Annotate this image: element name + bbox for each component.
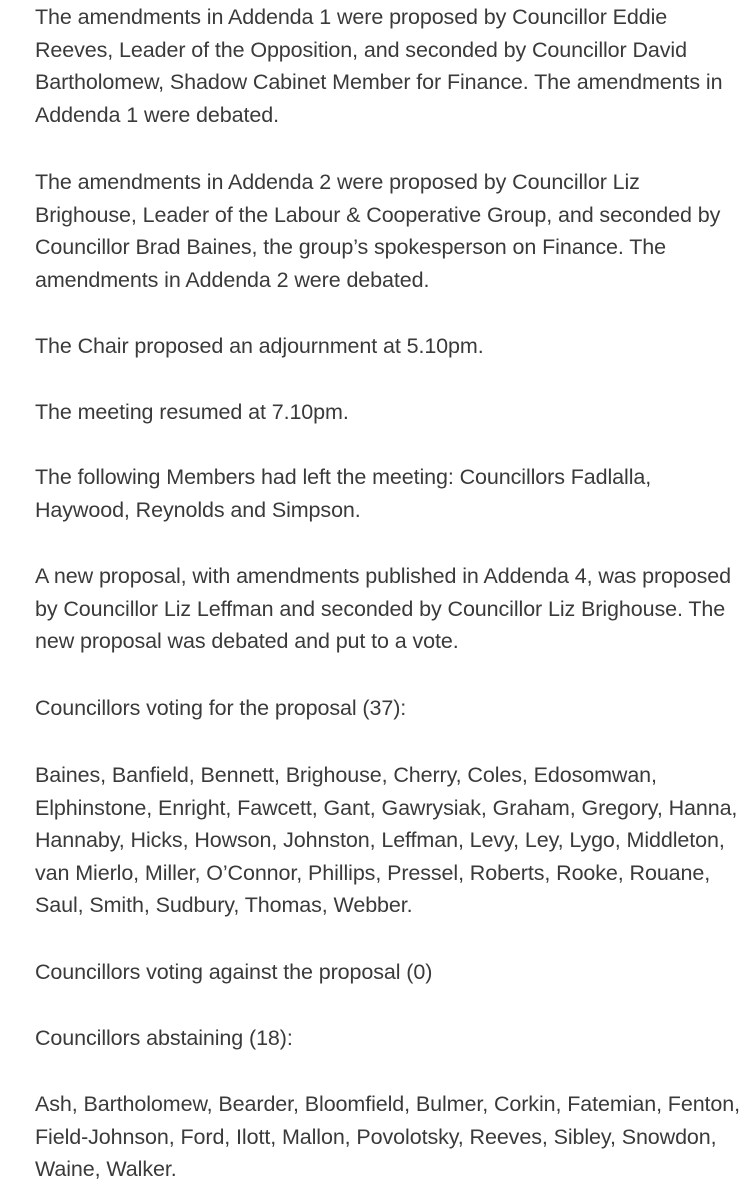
list-abstaining: Ash, Bartholomew, Bearder, Bloomfield, Bulmer, Corkin, Fatemian, Fenton, Field-Johnson, Ford, Ilott, Mallon, Povolotsky, Reeves, Sibley, Snowdon, Waine, Walker. <box>35 1092 741 1182</box>
paragraph-members-left: The following Members had left the meeting: Councillors Fadlalla, Haywood, Reynolds and Simpson. <box>35 465 652 522</box>
paragraph-addenda-1: The amendments in Addenda 1 were proposed by Councillor Eddie Reeves, Leader of the Opposition, and seconded by Councillor David Bartholomew, Shadow Cabinet Member for Finance. The amendments in Addenda 1 were debated. <box>35 5 723 127</box>
paragraph-resumed: The meeting resumed at 7.10pm. <box>35 400 349 424</box>
paragraph-new-proposal: A new proposal, with amendments published in Addenda 4, was proposed by Councillor Liz Leffman and seconded by Councillor Liz Brighouse. The new proposal was debated and put to a vote. <box>35 564 731 654</box>
heading-abstaining: Councillors abstaining (18): <box>35 1026 293 1050</box>
paragraph-addenda-2: The amendments in Addenda 2 were proposed by Councillor Liz Brighouse, Leader of the Labour & Cooperative Group, and seconded by Councillor Brad Baines, the group’s spokesperson on Finance. The amendments in Addenda 2 were debated. <box>35 170 721 292</box>
paragraph-adjournment: The Chair proposed an adjournment at 5.10pm. <box>35 334 484 358</box>
heading-votes-against: Councillors voting against the proposal (0) <box>35 960 433 984</box>
list-votes-for: Baines, Banfield, Bennett, Brighouse, Cherry, Coles, Edosomwan, Elphinstone, Enright, Fawcett, Gant, Gawrysiak, Graham, Gregory, Hanna, Hannaby, Hicks, Howson, Johnston, Leffman, Levy, Ley, Lygo, Middleton, van Mierlo, Miller, O’Connor, Phillips, Pressel, Roberts, Rooke, Rouane, Saul, Smith, Sudbury, Thomas, Webber. <box>35 763 738 918</box>
heading-votes-for: Councillors voting for the proposal (37): <box>35 696 407 720</box>
